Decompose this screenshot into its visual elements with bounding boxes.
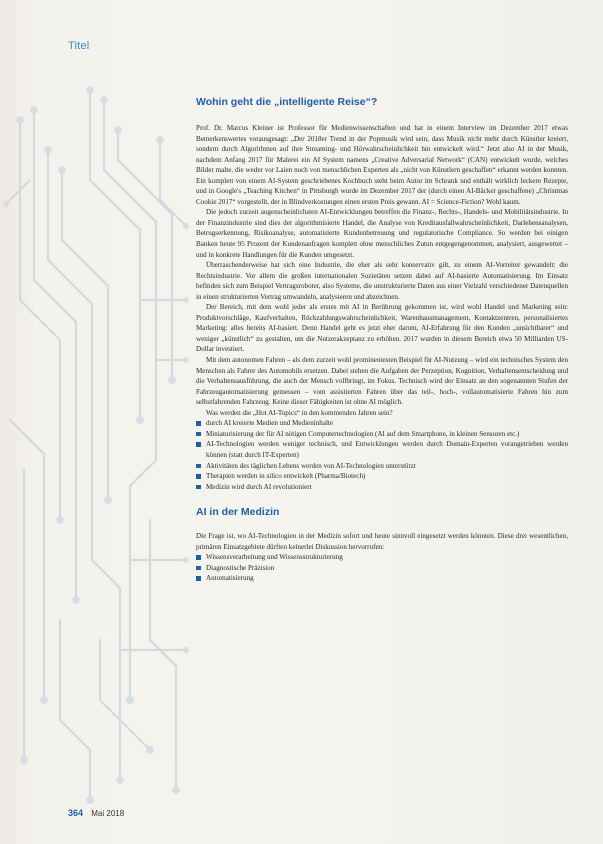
list-item: Wissensverarbeitung und Wissensstrukturierung [196, 552, 568, 563]
list-item: Diagnostische Präzision [196, 563, 568, 574]
paragraph: Der Bereich, mit dem wohl jeder als erstes mit AI in Berührung gekommen ist, wird wohl Handel und Marketing sein: Produktvorschläge, Kaufverhalten, Rückzahlungswahrscheinlichkeit, Warenhausmanagement, Kontaktzentren, personalisiertes Marketing: alles bereits AI-basiert. Denn Handel geht es jetzt eher darum, AI-Erfahrung für den Kunden „unsichtbarer“ und weniger „künstlich“ zu gestalten, um die Nutzerakzeptanz zu erhöhen. 2017 wurden in diesem Bereich etwa 50 Milliarden US-Dollar investiert. [196, 303, 568, 354]
section-tag: Titel [68, 40, 90, 52]
paragraph: Die jedoch zurzeit augenscheinlichsten AI-Entwicklungen betreffen die Finanz-, Rechts-, Handels- und Mobilitätsindustrie. In der Finanzindustrie sind dies der algorithmisierte Handel, die Analyse von Kreditausfallwahrscheinlichkeit, Darlehensanalysen, Betrugserkennung, Risikoanalyse, automatisierte Kundenbetreuung und regulatorische Compliance. So werden bei einigen Banken heute 95 Prozent der Kundenanfragen komplett ohne menschliches Zutun entgegengenommen, analysiert, ausgewertet – und in konkrete Handlungen für die Kunden umgesetzt. [196, 208, 568, 259]
list-item: Automatisierung [196, 573, 568, 584]
list-item: Therapien werden in silico entwickelt (Pharma/Biotech) [196, 471, 568, 482]
list-item: Miniaturisierung der für AI nötigen Computertechnologien (AI auf dem Smartphone, in kleinen Sensoren etc.) [196, 429, 568, 440]
paragraph: Die Frage ist, wo AI-Technologien in der Medizin sofort und heute sinnvoll eingesetzt werden könnten. Diese drei wesentlichen, primären Einsatzgebiete dürften keinerlei Diskussion hervorrufen: [196, 532, 568, 551]
hot-topics-list [196, 418, 568, 492]
paragraph: Mit dem autonomen Fahren – als dem zurzeit wohl prominentesten Beispiel für AI-Nutzung – wird ein technisches System den Menschen als Fahrer des Automobils ersetzen. Dabei stehen die Aufgaben der Perzeption, Kognition, Verhaltensentscheidung und die Verhaltensausführung, die auch der Mensch vollbringt, im Fokus. Technisch wird der Einsatz an den sogenannten Stufen der Fahrzeugautomatisierung gemessen – vom assistierten Fahren über das teil-, hoch-, vollautomatisierte Fahren hin zum selbstfahrenden Fahrzeug. Keine dieser Fähigkeiten ist ohne AI möglich. [196, 356, 568, 407]
paragraph: Prof. Dr. Marcus Kleiner ist Professor für Medienwissenschaften und hat in einem Interview im Dezember 2017 etwas Bemerkenswertes vorausgesagt: „Der 2018er Trend in der Popmusik wird sein, dass Musik nicht mehr durch Künstler kreiert, sondern durch Algorithmen auf ihre Streaming- und Hörwahrscheinlichkeit hin entwickelt wird.“ Jetzt also AI in der Musik, nachdem Anfang 2017 für Malerei ein AI System namens „Creative Adversarial Network“ (CAN) entwickelt wurde, welches Bilder malte, die weder vor Laien noch von menschlichen Experten als „nicht von Künstlern geschaffen“ erkannt werden konnten. Ein komplett von einem AI-System geschriebenes Kochbuch steht beim Autor im Schrank und enthält wirklich leckere Rezepte, und in Google's „Teaching Kitchen“ in Pittsburgh wurde im Dezember 2017 der (durch einen AI-Bäcker geschaffene) „Christmas Cookie 2017“ vorgestellt, der in Blindverkostungen einen ersten Preis gewann. AI = Science-Fiction? Wohl kaum. [196, 124, 568, 206]
paragraph: Was werden die „Hot AI-Topics“ in den kommenden Jahren sein? [206, 408, 393, 417]
article-heading: Wohin geht die „intelligente Reise“? [196, 96, 378, 108]
article-body [196, 96, 568, 584]
medicine-list [196, 552, 568, 584]
list-item: AI-Technologien werden weniger technisch, und Entwicklungen werden durch Domain-Experten vorangetrieben werden können (statt durch IT-Experten) [196, 439, 568, 460]
issue-label: Mai 2018 [91, 809, 125, 818]
list-item: durch AI kreierte Medien und Medieninhalte [196, 418, 568, 429]
list-item: Aktivitäten des täglichen Lebens werden von AI-Technologien unterstützt [196, 461, 568, 472]
page-footer [68, 808, 124, 818]
paragraph: Überraschenderweise hat sich eine Industrie, die eher als sehr konservativ gilt, zu einem AI-Vorreiter gewandelt: die Rechtsindustrie. Vor allem die großen internationalen Sozietäten setzen dabei auf AI-basierte Automatisierung. Im Einsatz befinden sich zum Beispiel Vertragsroboter, also Systeme, die unstrukturierte Daten aus einer Vielzahl verschiedener Datenquellen in einen strukturierten Vertrag umwandeln, analysieren und abzeichnen. [196, 261, 568, 301]
section-heading: AI in der Medizin [196, 506, 280, 519]
list-item: Medizin wird durch AI revolutioniert [196, 482, 568, 493]
page-number: 364 [68, 808, 84, 818]
